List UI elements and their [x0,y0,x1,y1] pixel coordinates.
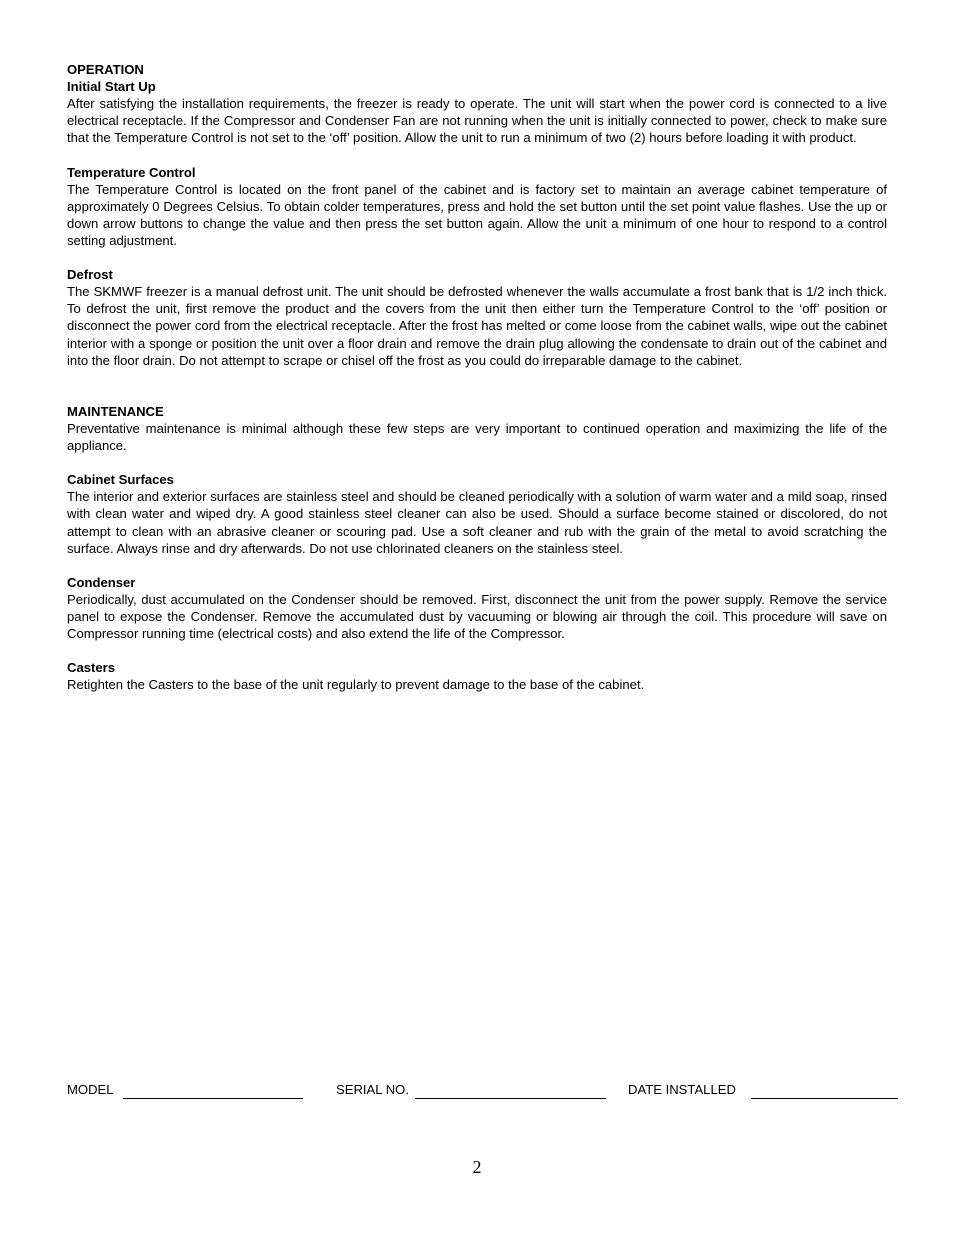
date-installed-label: DATE INSTALLED [628,1082,736,1097]
model-label: MODEL [67,1082,114,1097]
initial-start-up-text: After satisfying the installation requirements, the freezer is ready to operate. The unit will start when the power cord is connected to a live electrical receptacle. If the Compressor and Condenser Fan are not running when the unit is initially connected to power, check to make sure that the Temperature Control is not set to the ‘off’ position. Allow the unit to run a minimum of two (2) hours before loading it with product. [67,96,887,146]
temperature-control-text: The Temperature Control is located on the front panel of the cabinet and is factory set to maintain an average cabinet temperature of approximately 0 Degrees Celsius. To obtain colder temperatures, press and hold the set button until the set point value flashes. Use the up or down arrow buttons to change the value and then press the set button again. Allow the unit a minimum of one hour to respond to a control setting adjustment. [67,181,887,248]
document-body [67,61,887,693]
serial-no-label: SERIAL NO. [336,1082,410,1097]
serial-no-blank-line[interactable] [415,1098,606,1099]
cabinet-surfaces-text: The interior and exterior surfaces are stainless steel and should be cleaned periodically with a solution of warm water and a mild soap, rinsed with clean water and wiped dry. A good stainless steel cleaner can also be used. Should a surface become stained or discolored, do not attempt to clean with an abrasive cleaner or scouring pad. Use a soft cleaner and rub with the grain of the metal to avoid scratching the surface. Always rinse and dry afterwards. Do not use chlorinated cleaners on the stainless steel. [67,489,887,556]
temperature-control-heading: Temperature Control [67,164,196,180]
model-blank-line[interactable] [123,1098,303,1099]
defrost-heading: Defrost [67,267,113,283]
date-installed-blank-line[interactable] [751,1098,898,1099]
casters-heading: Casters [67,660,116,676]
page-number: 2 [472,1157,482,1177]
maintenance-text: Preventative maintenance is minimal although these few steps are very important to continued operation and maximizing the life of the appliance. [67,420,887,454]
condenser-text: Periodically, dust accumulated on the Condenser should be removed. First, disconnect the unit from the power supply. Remove the service panel to expose the Condenser. Remove the accumulated dust by vacuuming or blowing air through the coil. This procedure will save on Compressor running time (electrical costs) and also extend the life of the Compressor. [67,591,887,642]
operation-heading: OPERATION [67,62,144,77]
defrost-text: The SKMWF freezer is a manual defrost unit. The unit should be defrosted whenever the walls accumulate a frost bank that is 1/2 inch thick. To defrost the unit, first remove the product and the covers from the unit then either turn the Temperature Control to the ‘off’ position or disconnect the power cord from the electrical receptacle. After the frost has melted or come loose from the cabinet walls, wipe out the cabinet interior with a sponge or position the unit over a floor drain and remove the drain plug allowing the condensate to drain out of the cabinet and into the floor drain. Do not attempt to scrape or chisel off the frost as you could do irreparable damage to the cabinet. [67,284,887,368]
casters-text: Retighten the Casters to the base of the unit regularly to prevent damage to the base of the cabinet. [67,677,645,693]
maintenance-heading: MAINTENANCE [67,403,164,419]
initial-start-up-heading: Initial Start Up [67,79,156,95]
cabinet-surfaces-heading: Cabinet Surfaces [67,472,174,488]
condenser-heading: Condenser [67,574,136,590]
registration-fields [67,1081,907,1103]
